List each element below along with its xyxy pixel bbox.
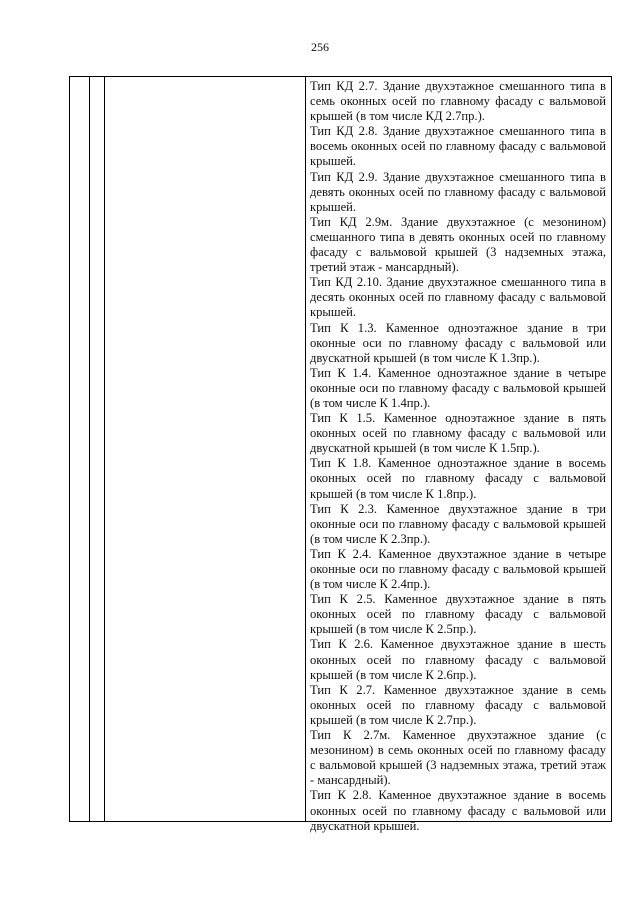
type-entry-kd-2-9: Тип КД 2.9. Здание двухэтажное смешанного типа в девять оконных осей по главному фасаду с вальмовой крышей. bbox=[310, 169, 606, 214]
column-divider-2 bbox=[104, 77, 105, 821]
type-entry-k-2-8: Тип К 2.8. Каменное двухэтажное здание в восемь оконных осей по главному фасаду с вальмовой или двускатной крышей. bbox=[310, 788, 606, 833]
type-entry-k-2-3: Тип К 2.3. Каменное двухэтажное здание в три оконные оси по главному фасаду с вальмовой крышей (в том числе К 2.3пр.). bbox=[310, 501, 606, 546]
type-entry-k-2-5: Тип К 2.5. Каменное двухэтажное здание в пять оконных осей по главному фасаду с вальмовой крышей (в том числе К 2.5пр.). bbox=[310, 592, 606, 637]
type-entry-kd-2-9m: Тип КД 2.9м. Здание двухэтажное (с мезонином) смешанного типа в девять оконных осей по главному фасаду с вальмовой крышей (3 надземных этажа, третий этаж - мансардный). bbox=[310, 214, 606, 275]
building-types-table bbox=[69, 76, 612, 833]
description-cell bbox=[310, 79, 606, 834]
type-entry-k-1-4: Тип К 1.4. Каменное одноэтажное здание в четыре оконные оси по главному фасаду с вальмовой крышей (в том числе К 1.4пр.). bbox=[310, 365, 606, 410]
page-number: 256 bbox=[311, 40, 329, 54]
type-entry-k-2-7m: Тип К 2.7м. Каменное двухэтажное здание (с мезонином) в семь оконных осей по главному фасаду с вальмовой крышей (3 надземных этажа, третий этаж - мансардный). bbox=[310, 728, 606, 788]
type-entry-kd-2-8: Тип КД 2.8. Здание двухэтажное смешанного типа в восемь оконных осей по главному фасаду с вальмовой крышей. bbox=[310, 124, 606, 169]
type-entry-k-2-6: Тип К 2.6. Каменное двухэтажное здание в шесть оконных осей по главному фасаду с вальмовой крышей (в том числе К 2.6пр.). bbox=[310, 637, 606, 682]
type-entry-k-1-3: Тип К 1.3. Каменное одноэтажное здание в три оконные оси по главному фасаду с вальмовой или двускатной крышей (в том числе К 1.3пр.). bbox=[310, 320, 606, 365]
type-entry-kd-2-7: Тип КД 2.7. Здание двухэтажное смешанного типа в семь оконных осей по главному фасаду с вальмовой крышей (в том числе КД 2.7пр.). bbox=[310, 79, 606, 124]
type-entry-k-1-5: Тип К 1.5. Каменное одноэтажное здание в пять оконных осей по главному фасаду с вальмовой или двускатной крышей (в том числе К 1.5пр.). bbox=[310, 411, 606, 456]
type-entry-k-2-4: Тип К 2.4. Каменное двухэтажное здание в четыре оконные оси по главному фасаду с вальмовой крышей (в том числе К 2.4пр.). bbox=[310, 546, 606, 592]
type-entry-k-2-7: Тип К 2.7. Каменное двухэтажное здание в семь оконных осей по главному фасаду с вальмовой крышей (в том числе К 2.7пр.). bbox=[310, 682, 606, 727]
column-divider-1 bbox=[89, 77, 90, 821]
column-divider-3 bbox=[305, 77, 306, 821]
type-entry-kd-2-10: Тип КД 2.10. Здание двухэтажное смешанного типа в десять оконных осей по главному фасаду с вальмовой крышей. bbox=[310, 275, 606, 320]
type-entry-k-1-8: Тип К 1.8. Каменное одноэтажное здание в восемь оконных осей по главному фасаду с вальмовой крышей (в том числе К 1.8пр.). bbox=[310, 456, 606, 501]
